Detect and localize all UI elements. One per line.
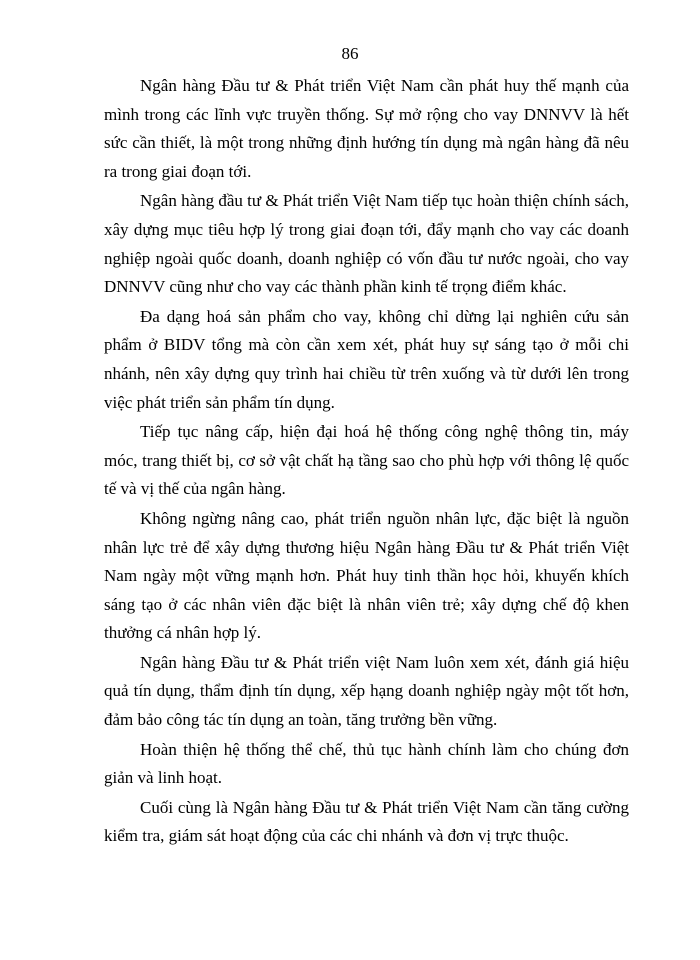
body-text bbox=[104, 72, 629, 852]
paragraph: Cuối cùng là Ngân hàng Đầu tư & Phát triển Việt Nam cần tăng cường kiểm tra, giám sát hoạt động của các chi nhánh và đơn vị trực thuộc. bbox=[104, 797, 629, 846]
page-number: 86 bbox=[341, 44, 359, 63]
paragraph: Ngân hàng đầu tư & Phát triển Việt Nam tiếp tục hoàn thiện chính sách, xây dựng mục tiêu hợp lý trong giai đoạn tới, đẩy mạnh cho vay các doanh nghiệp ngoài quốc doanh, doanh nghiệp có vốn đầu tư nước ngoài, cho vay DNNVV cũng như cho vay các thành phần kinh tế trọng điểm khác. bbox=[104, 191, 629, 297]
paragraph: Ngân hàng Đầu tư & Phát triển Việt Nam cần phát huy thế mạnh của mình trong các lĩnh vực truyền thống. Sự mở rộng cho vay DNNVV là hết sức cần thiết, là một trong những định hướng tín dụng mà ngân hàng đã nêu ra trong giai đoạn tới. bbox=[104, 76, 629, 181]
paragraph: Đa dạng hoá sản phẩm cho vay, không chỉ dừng lại nghiên cứu sản phẩm ở BIDV tổng mà còn cần xem xét, phát huy sự sáng tạo ở mỗi chi nhánh, nên xây dựng quy trình hai chiều từ trên xuống và từ dưới lên trong việc phát triển sản phẩm tín dụng. bbox=[104, 306, 629, 412]
paragraph: Tiếp tục nâng cấp, hiện đại hoá hệ thống công nghệ thông tin, máy móc, trang thiết bị, cơ sở vật chất hạ tầng sao cho phù hợp với thông lệ quốc tế và vị thế của ngân hàng. bbox=[104, 422, 629, 499]
paragraph: Ngân hàng Đầu tư & Phát triển việt Nam luôn xem xét, đánh giá hiệu quả tín dụng, thẩm định tín dụng, xếp hạng doanh nghiệp ngày một tốt hơn, đảm bảo công tác tín dụng an toàn, tăng trưởng bền vững. bbox=[104, 652, 629, 730]
paragraph: Không ngừng nâng cao, phát triển nguồn nhân lực, đặc biệt là nguồn nhân lực trẻ để xây dựng thương hiệu Ngân hàng Đầu tư & Phát triển Việt Nam ngày một vững mạnh hơn. Phát huy tinh thần học hỏi, khuyến khích sáng tạo ở các nhân viên đặc biệt là nhân viên trẻ; xây dựng chế độ khen thưởng cá nhân hợp lý. bbox=[104, 508, 629, 643]
paragraph: Hoàn thiện hệ thống thể chế, thủ tục hành chính làm cho chúng đơn giản và linh hoạt. bbox=[104, 739, 629, 788]
